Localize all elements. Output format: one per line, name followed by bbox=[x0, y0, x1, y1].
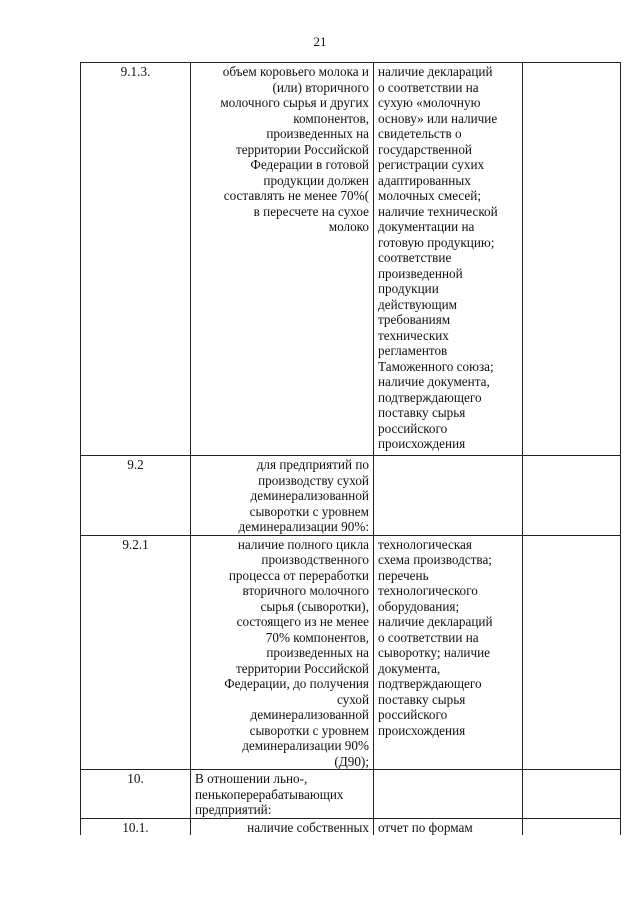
table-row bbox=[81, 63, 621, 456]
extra-cell bbox=[523, 818, 621, 835]
table-row bbox=[81, 818, 621, 835]
extra-cell bbox=[523, 456, 621, 536]
requirement-cell: объем коровьего молока и (или) вторичного молочного сырья и других компонентов, произведенных на территории Российской Федерации в готовой продукции должен составлять не менее 70%( в пересчете на сухое молоко bbox=[191, 63, 374, 456]
requirement-cell: наличие полного цикла производственного процесса от переработки вторичного молочного сырья (сыворотки), состоящего из не менее 70% компонентов, произведенных на территории Российской Федерации, до получения сухой деминерализованной сыворотки с уровнем деминерализации 90% (Д90); bbox=[191, 535, 374, 770]
extra-cell bbox=[523, 63, 621, 456]
requirements-table bbox=[80, 62, 621, 835]
row-number-cell: 9.1.3. bbox=[81, 63, 191, 456]
row-number-cell: 9.2.1 bbox=[81, 535, 191, 770]
row-number-cell: 9.2 bbox=[81, 456, 191, 536]
row-number-cell: 10. bbox=[81, 770, 191, 819]
requirement-cell: для предприятий по производству сухой деминерализованной сыворотки с уровнем деминерализации 90%: bbox=[191, 456, 374, 536]
extra-cell bbox=[523, 770, 621, 819]
row-number-cell: 10.1. bbox=[81, 818, 191, 835]
page-number: 21 bbox=[313, 34, 327, 49]
documents-cell: технологическая схема производства; перечень технологического оборудования; наличие деклараций о соответствии на сыворотку; наличие документа, подтверждающего поставку сырья российского происхождения bbox=[374, 535, 523, 770]
documents-cell: отчет по формам bbox=[374, 818, 523, 835]
table-row bbox=[81, 770, 621, 819]
documents-cell: наличие деклараций о соответствии на сухую «молочную основу» или наличие свидетельств о государственной регистрации сухих адаптированных молочных смесей; наличие технической документации на готовую продукцию; соответствие произведенной продукции действующим требованиям технических регламентов Таможенного союза; наличие документа, подтверждающего поставку сырья российского происхождения bbox=[374, 63, 523, 456]
extra-cell bbox=[523, 535, 621, 770]
requirement-cell: наличие собственных bbox=[191, 818, 374, 835]
documents-cell bbox=[374, 770, 523, 819]
requirement-cell: В отношении льно-, пенькоперерабатывающих предприятий: bbox=[191, 770, 374, 819]
documents-cell bbox=[374, 456, 523, 536]
table-row bbox=[81, 456, 621, 536]
table-row bbox=[81, 535, 621, 770]
